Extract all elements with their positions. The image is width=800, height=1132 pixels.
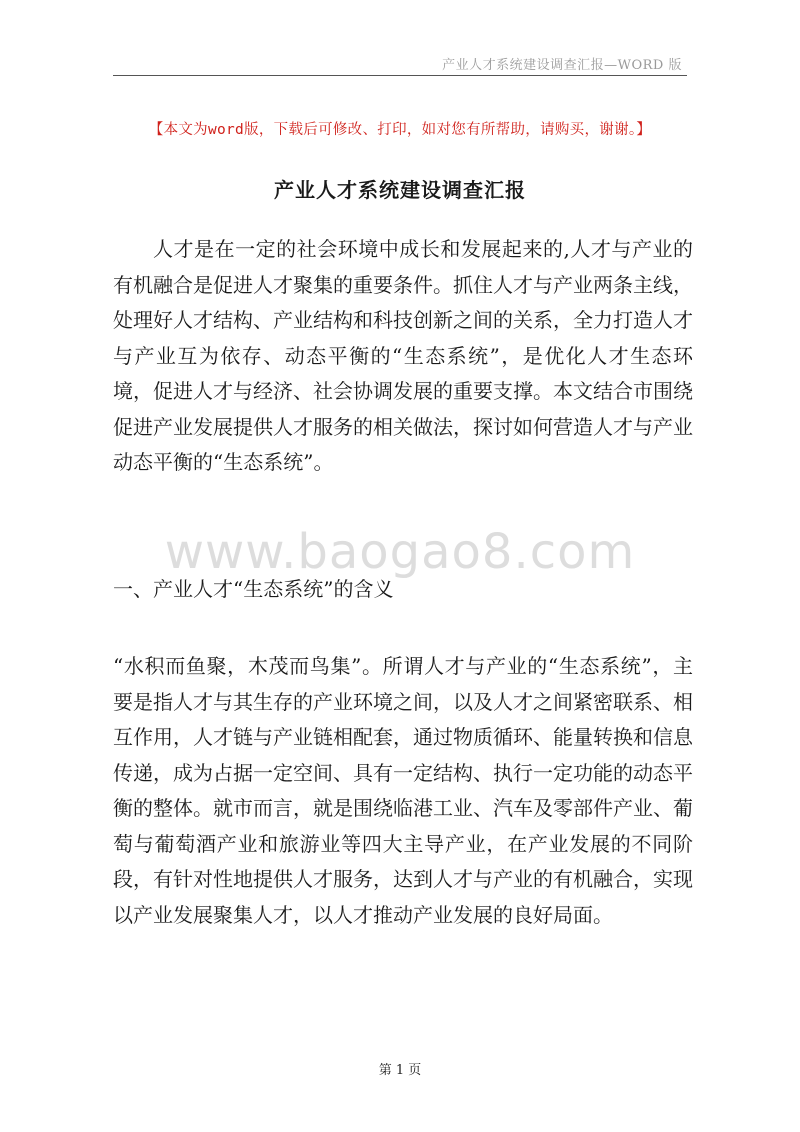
document-title: 产业人才系统建设调查汇报 [274,178,526,202]
page-number: 第 1 页 [378,1063,422,1078]
header-divider [113,75,687,76]
section-heading: 一、产业人才“生态系统”的含义 [113,577,394,601]
running-header: 产业人才系统建设调查汇报—WORD 版 [442,58,682,73]
section-paragraph: “水积而鱼聚，木茂而鸟集”。所谓人才与产业的“生态系统”，主要是指人才与其生存的产业环境之间，以及人才之间紧密联系、相互作用，人才链与产业链相配套，通过物质循环、能量转换和信息传递，成为占据一定空间、具有一定结构、执行一定功能的动态平衡的整体。就市而言，就是围绕临港工业、汽车及零部件产业、葡萄与葡萄酒产业和旅游业等四大主导产业，在产业发展的不同阶段，有针对性地提供人才服务，达到人才与产业的有机融合，实现以产业发展聚集人才，以人才推动产业发展的良好局面。 [113,654,693,927]
site-watermark: www.baogao8.com [164,524,636,580]
purchase-notice: 【本文为word版，下载后可修改、打印，如对您有所帮助，请购买，谢谢。】 [148,122,652,138]
intro-paragraph: 人才是在一定的社会环境中成长和发展起来的,人才与产业的有机融合是促进人才聚集的重要条件。抓住人才与产业两条主线，处理好人才结构、产业结构和科技创新之间的关系，全力打造人才与产业互为依存、动态平衡的“生态系统”，是优化人才生态环境，促进人才与经济、社会协调发展的重要支撑。本文结合市围绕促进产业发展提供人才服务的相关做法，探讨如何营造人才与产业动态平衡的“生态系统”。 [113,237,693,474]
